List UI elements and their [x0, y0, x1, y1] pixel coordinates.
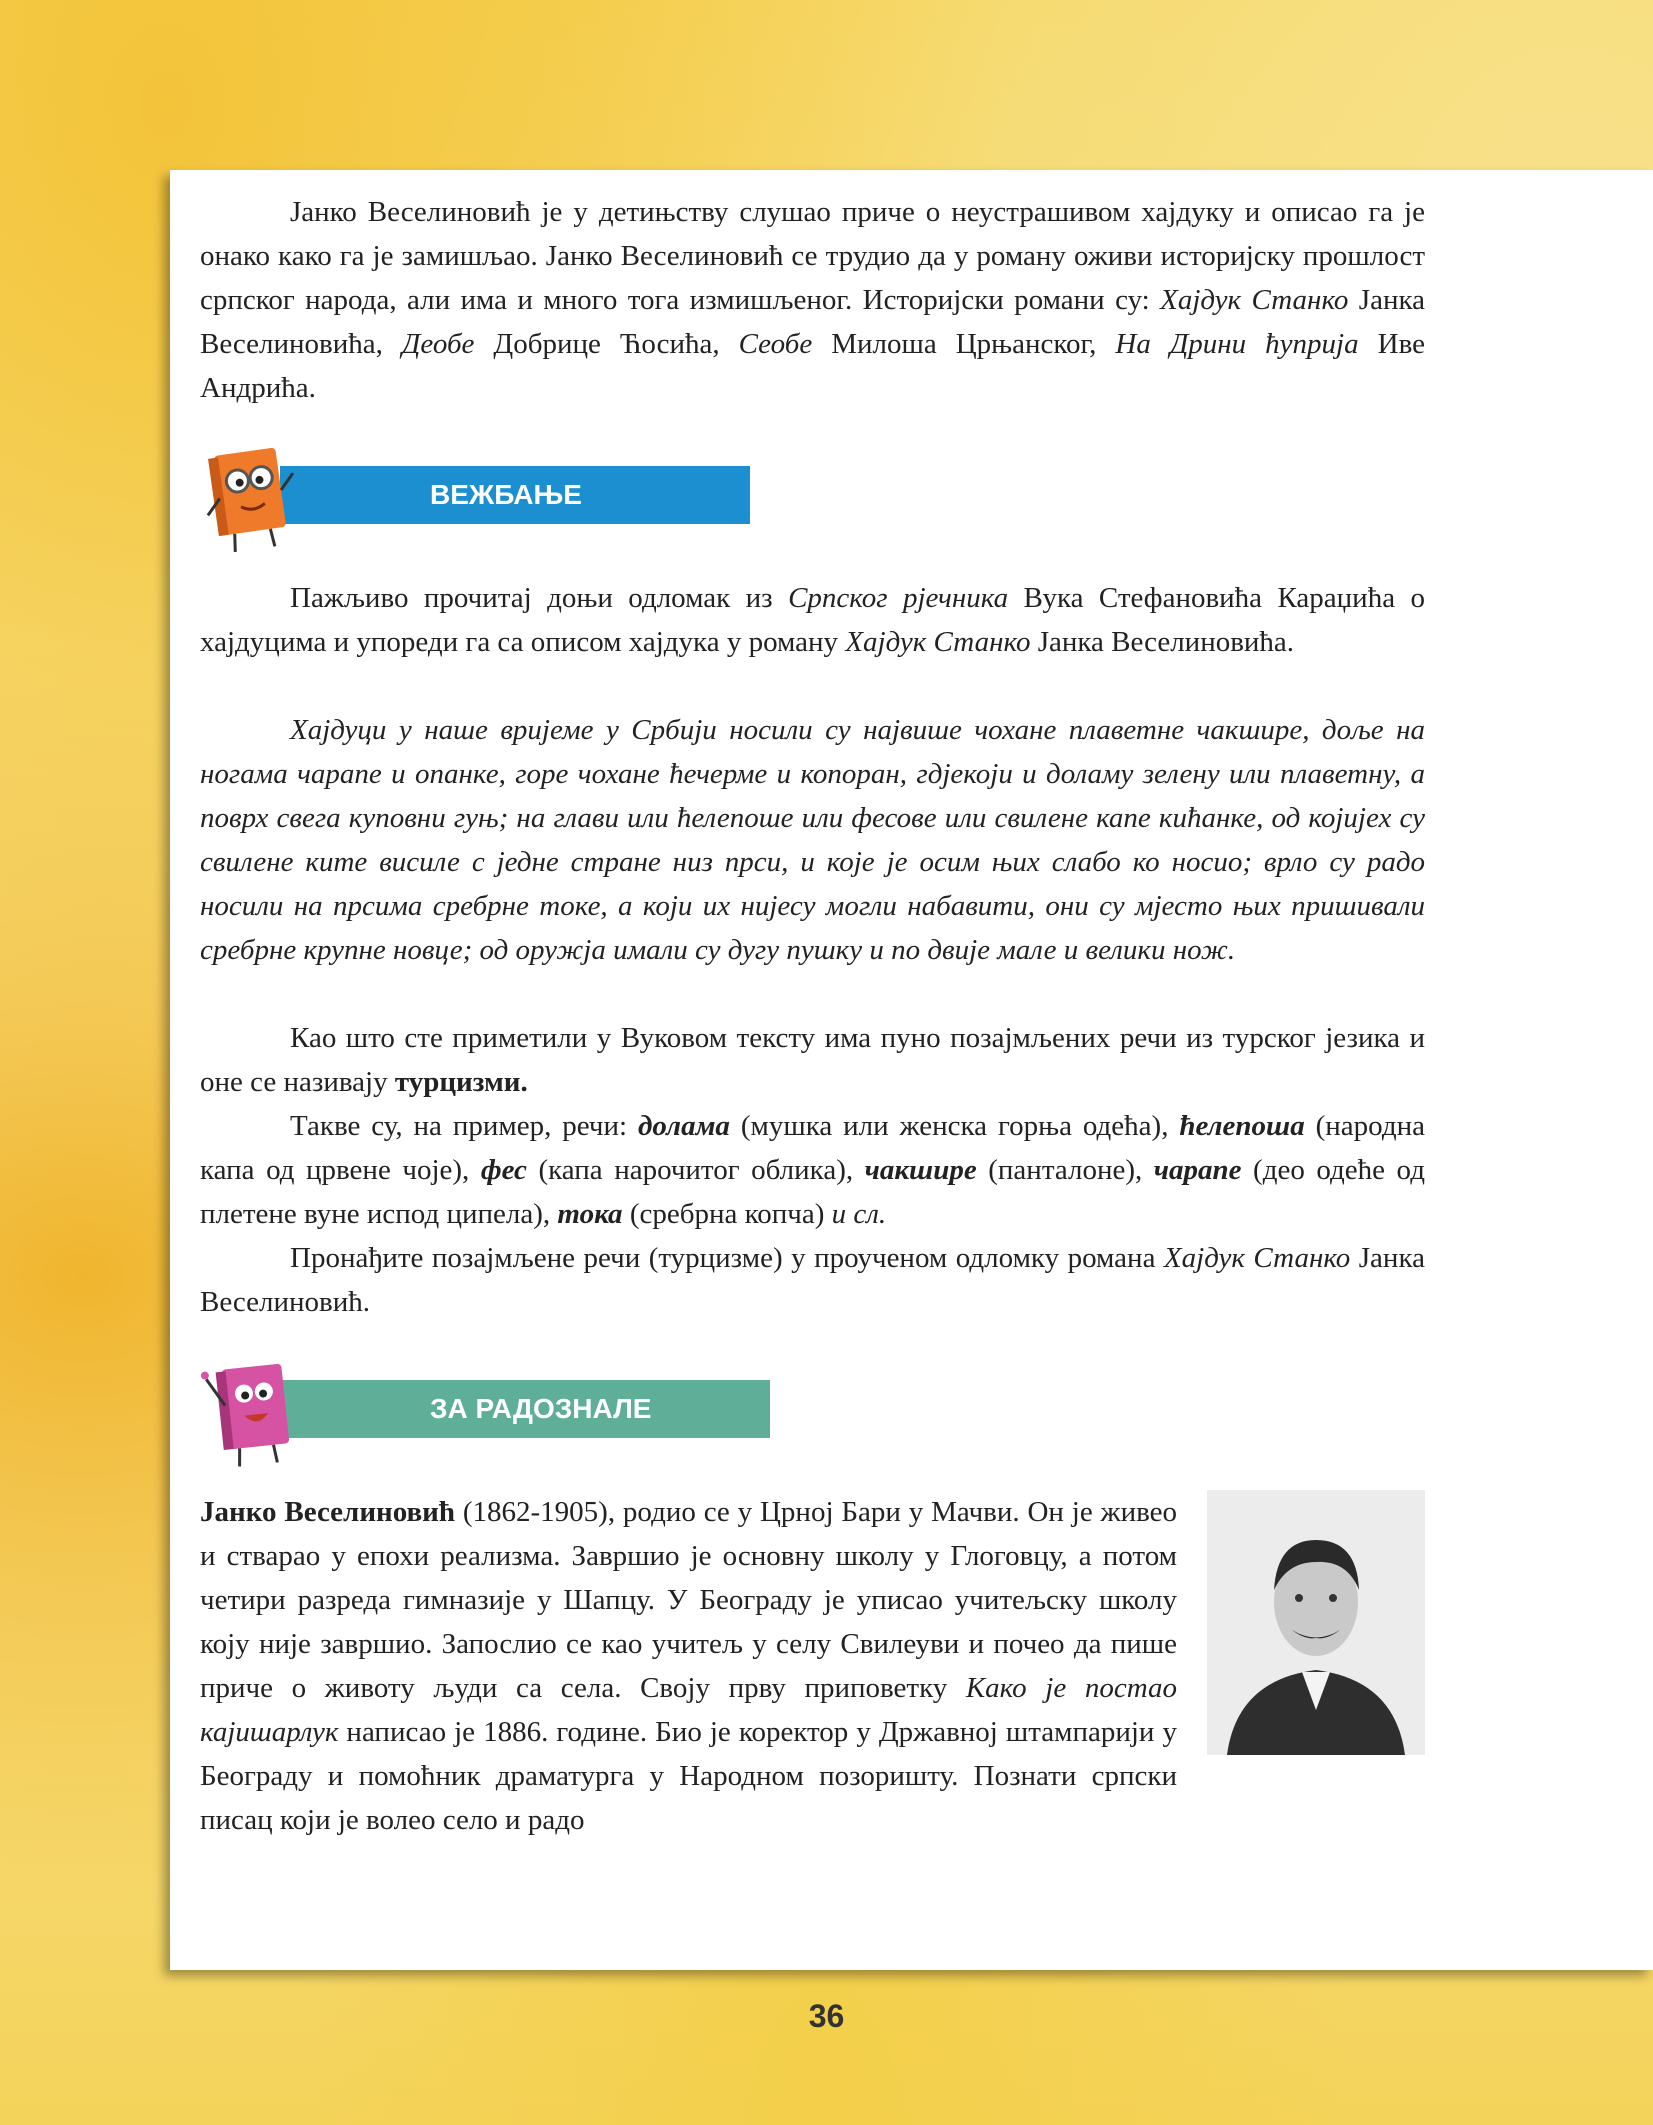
curious-header [200, 1352, 1425, 1472]
text-run: Јанка Веселиновић. [200, 1242, 1425, 1318]
pink-book-mascot-icon [200, 1352, 330, 1472]
text-run: Такве су, на пример, речи: [290, 1110, 639, 1142]
page-sheet [170, 170, 1653, 1970]
text-run: Јанка Веселиновића. [1030, 626, 1295, 658]
text-run: Милоша Црњанског, [812, 328, 1116, 360]
text-run: (мушка или женска горња одећа), [729, 1110, 1180, 1142]
exercise-banner-label: ВЕЖБАЊЕ [430, 479, 582, 510]
vuk-quote-text: Хајдуци у наше вријеме у Србији носили су највише чохане плаветне чакшире, доље на ногама чарапе и опанке, горе чохане ћечерме и копоран, гдјекоји и доламу зелену или плаветну, а поврх свега куповни гуњ; на глави или ћелепоше или фесове или свилене капе кићанке, од којијех су свилене ките висиле с једне стране низ прси, и које је осим њих слабо ко носио; врло су радо носили на прсима сребрне токе, а који их нијесу могли набавити, они су мјесто њих пришивали сребрне крупне новце; од оружја имали су дугу пушку и по двије мале и велики нож. [200, 714, 1425, 966]
text-run: Добрице Ћосића, [474, 328, 739, 360]
text-run: Вука Стефановића Караџића о хајдуцима и упореди га са описом хајдука у роману [200, 582, 1425, 658]
text-run: Сеобе [738, 328, 813, 360]
text-run: чарапе [1153, 1154, 1242, 1186]
text-run: написао је 1886. године. Био је коректор у Државној штампарији у Београду и помоћник драматурга у Народном позоришту. Познати српски писац који је волео село и радо [200, 1716, 1177, 1836]
text-run: Хајдук Станко [1163, 1242, 1351, 1274]
vuk-quote [200, 708, 1425, 972]
exercise-header [200, 438, 1425, 558]
text-run: тока [557, 1198, 623, 1230]
text-run: Српског рјечника [788, 582, 1009, 614]
text-run: фес [480, 1154, 527, 1186]
curious-banner-label: ЗА РАДОЗНАЛЕ [430, 1393, 652, 1424]
task-paragraph [200, 1236, 1425, 1324]
text-run: Иве Андрића. [200, 328, 1425, 404]
text-run: ћелепоша [1179, 1110, 1305, 1142]
text-run: На Дрини ћуприја [1115, 328, 1359, 360]
intro-paragraph [200, 190, 1425, 410]
text-run: (сребрна копча) [622, 1198, 832, 1230]
text-run: Јанко Веселиновић је у детињству слушао приче о неустрашивом хајдуку и описао га је онако како га је замишљао. Јанко Веселиновић се трудио да у роману оживи историјску прошлост српског народа, али има и много тога измишљеног. Историјски романи су: [200, 196, 1425, 316]
text-run: чакшире [864, 1154, 977, 1186]
text-run: (народна капа од црвене чоје), [200, 1110, 1425, 1186]
text-run: долама [638, 1110, 730, 1142]
text-run: Јанка Веселиновића, [200, 284, 1425, 360]
portrait-photo [1207, 1490, 1425, 1755]
text-run: Као што сте приметили у Вуковом тексту има пуно позајмљених речи из турског језика и оне се називају [200, 1022, 1425, 1098]
text-run: (1862-1905), родио се у Црној Бари у Мачви. Он је живео и стварао у епохи реализма. Завршио је основну школу у Глоговцу, а потом четири разреда гимназије у Шапцу. У Београду је уписао учитељску школу коју није завршио. Запослио се као учитељ у селу Свилеуви и почео да пише приче о животу људи са села. Своју прву приповетку [200, 1496, 1177, 1704]
text-run: Јанко Веселиновић [200, 1496, 456, 1528]
text-run: (део одеће од плетене вуне испод ципела), [200, 1154, 1425, 1230]
orange-book-mascot-icon [200, 438, 330, 558]
turcisms-examples [200, 1104, 1425, 1236]
bio-paragraph [200, 1490, 1425, 1842]
text-run: Хајдук Станко [845, 626, 1031, 658]
turcisms-paragraph [200, 1016, 1425, 1104]
text-run: (панталоне), [976, 1154, 1154, 1186]
text-run: и сл. [831, 1198, 887, 1230]
text-run: (капа нарочитог облика), [526, 1154, 865, 1186]
text-run: Пажљиво прочитај доњи одломак из [290, 582, 789, 614]
text-run: Деобе [401, 328, 475, 360]
page-number: 36 [808, 1998, 845, 2034]
content [200, 190, 1425, 1842]
text-run: турцизми. [394, 1066, 528, 1098]
text-run: Пронађите позајмљене речи (турцизме) у проученом одломку романа [290, 1242, 1164, 1274]
text-run: Како је постао кајишарлук [200, 1672, 1177, 1748]
bio-section [200, 1490, 1425, 1842]
curious-banner [280, 1380, 770, 1438]
exercise-banner [280, 466, 750, 524]
exercise-instruction [200, 576, 1425, 664]
text-run: Хајдук Станко [1160, 284, 1349, 316]
